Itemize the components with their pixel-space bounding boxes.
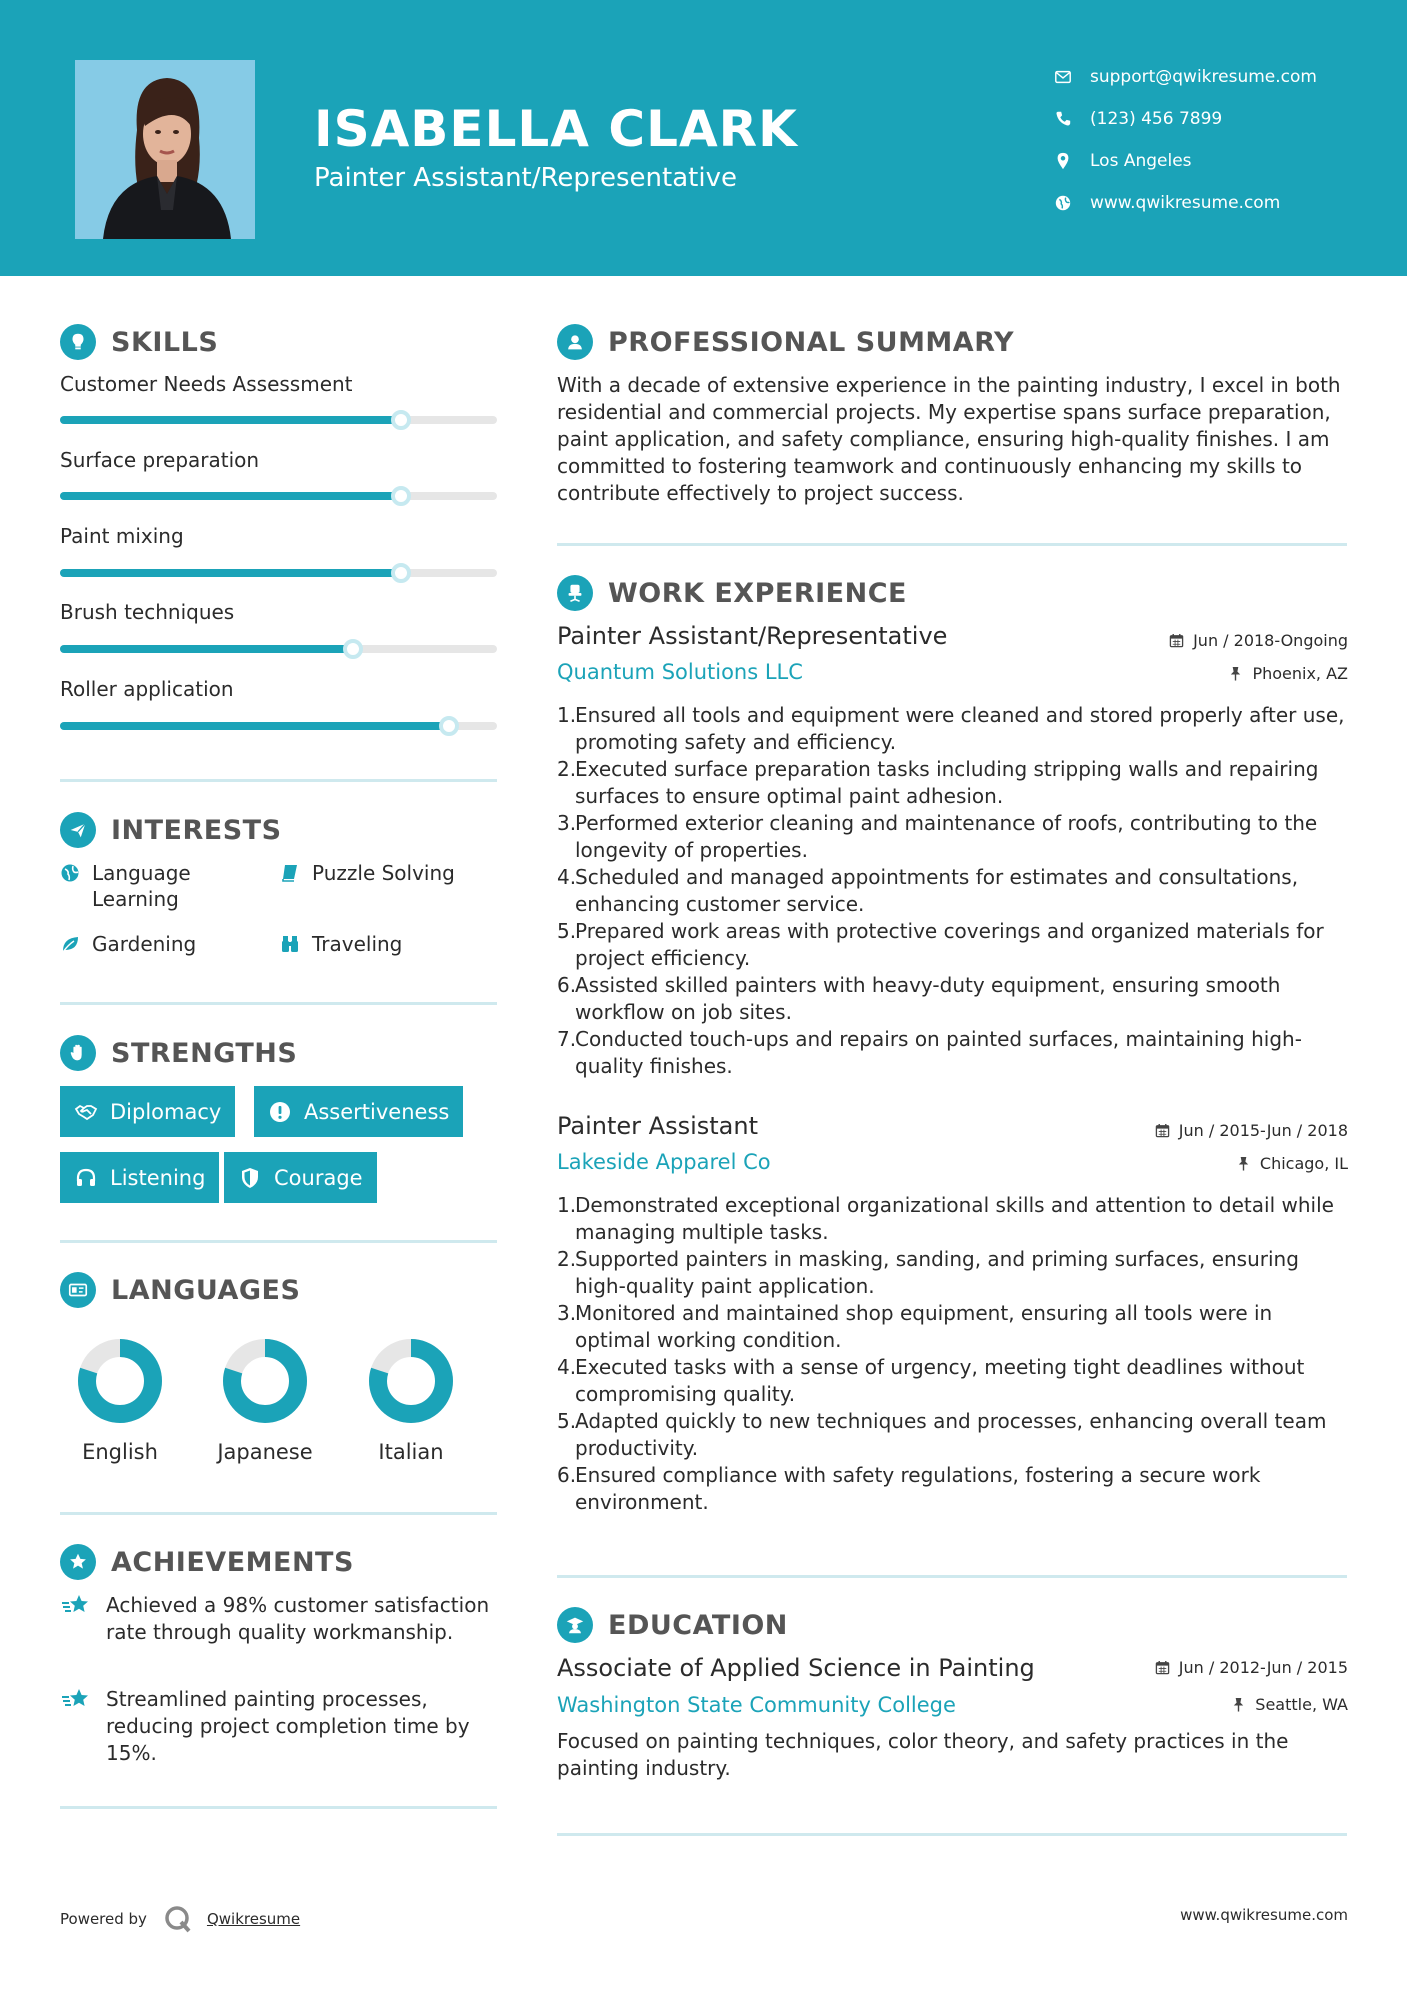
skill-label: Roller application	[60, 677, 234, 701]
shooting-star-icon	[60, 1686, 92, 1714]
interest-item	[60, 860, 280, 912]
list-item: 1. Demonstrated exceptional organizational skills and attention to detail while managing multiple tasks.	[557, 1192, 1347, 1246]
map-marker-icon	[1054, 152, 1072, 170]
globe-icon	[1054, 194, 1072, 212]
education-dates-text: Jun / 2012-Jun / 2015	[1178, 1658, 1348, 1677]
graduate-icon	[557, 1607, 593, 1643]
language-name: Japanese	[217, 1440, 313, 1464]
list-item: 7. Conducted touch-ups and repairs on painted surfaces, maintaining high-quality finishes.	[557, 1026, 1347, 1080]
skills-title: SKILLS	[111, 326, 219, 358]
contact-list	[1054, 56, 1317, 224]
interest-item	[60, 931, 196, 957]
section-divider	[60, 1806, 497, 1809]
list-item-text: Prepared work areas with protective coverings and organized materials for project efficiency.	[575, 919, 1324, 970]
contact-email[interactable]	[1054, 56, 1317, 98]
summary-title: PROFESSIONAL SUMMARY	[608, 326, 1015, 358]
calendar-icon	[1155, 1123, 1170, 1138]
job-title: Painter Assistant	[557, 1112, 758, 1140]
languages-title: LANGUAGES	[111, 1274, 301, 1306]
section-divider	[60, 779, 497, 782]
skill-label: Surface preparation	[60, 448, 260, 472]
hand-icon	[60, 1035, 96, 1071]
list-item: 4. Scheduled and managed appointments for estimates and consultations, enhancing customer service.	[557, 864, 1347, 918]
shield-icon	[238, 1166, 262, 1190]
degree-title: Associate of Applied Science in Painting	[557, 1654, 1035, 1682]
skill-bar-fill	[60, 569, 401, 577]
list-item-text: Scheduled and managed appointments for estimates and consultations, enhancing customer service.	[575, 865, 1299, 916]
education-location-text: Seattle, WA	[1255, 1695, 1348, 1714]
education-header	[557, 1607, 788, 1643]
interest-label: Gardening	[92, 932, 197, 956]
job-dates	[1155, 1121, 1348, 1140]
list-item-text: Conducted touch-ups and repairs on painted surfaces, maintaining high-quality finishes.	[575, 1027, 1302, 1078]
skill-bar-knob	[391, 563, 411, 583]
strength-label: Diplomacy	[110, 1099, 222, 1124]
language-name: English	[82, 1440, 158, 1464]
phone-icon	[1054, 110, 1072, 128]
list-item: 2. Supported painters in masking, sanding, and priming surfaces, ensuring high-quality paint application.	[557, 1246, 1347, 1300]
language-donut	[75, 1336, 165, 1426]
job-location	[1228, 664, 1348, 683]
list-item-text: Ensured compliance with safety regulations, fostering a secure work environment.	[575, 1463, 1261, 1514]
resume-header	[0, 0, 1407, 276]
list-item-text: Demonstrated exceptional organizational skills and attention to detail while managing multiple tasks.	[575, 1193, 1334, 1244]
skill-bar-knob	[391, 486, 411, 506]
section-divider	[60, 1512, 497, 1515]
list-item-text: Performed exterior cleaning and maintenance of roofs, contributing to the longevity of properties.	[575, 811, 1318, 862]
shooting-star-icon	[60, 1592, 92, 1620]
interest-item	[280, 860, 455, 886]
language-item	[60, 1336, 180, 1464]
job-company: Quantum Solutions LLC	[557, 660, 803, 684]
leaf-icon	[60, 934, 80, 954]
achievement-text: Achieved a 98% customer satisfaction rate through quality workmanship.	[106, 1593, 490, 1644]
job-bullets	[557, 702, 1347, 1080]
powered-by-text: Powered by	[60, 1910, 147, 1928]
list-item-text: Executed surface preparation tasks including stripping walls and repairing surfaces to ensure optimal paint adhesion.	[575, 757, 1319, 808]
achievement-text: Streamlined painting processes, reducing project completion time by 15%.	[106, 1687, 470, 1765]
qwikresume-link[interactable]: Qwikresume	[206, 1910, 301, 1928]
strength-tag	[60, 1086, 235, 1137]
strength-tag	[254, 1086, 463, 1137]
headphones-icon	[74, 1166, 98, 1190]
envelope-icon	[1054, 68, 1072, 86]
section-divider	[557, 1575, 1347, 1578]
list-item-text: Assisted skilled painters with heavy-duty equipment, ensuring smooth workflow on job sites.	[575, 973, 1281, 1024]
list-item: 6. Assisted skilled painters with heavy-duty equipment, ensuring smooth workflow on job sites.	[557, 972, 1347, 1026]
skill-bar	[60, 416, 497, 424]
language-donut	[366, 1336, 456, 1426]
education-description: Focused on painting techniques, color theory, and safety practices in the painting industry.	[557, 1729, 1289, 1780]
strength-tag	[224, 1152, 377, 1203]
strength-label: Listening	[110, 1165, 206, 1190]
skill-bar	[60, 645, 497, 653]
contact-phone-text: (123) 456 7899	[1090, 109, 1223, 129]
section-divider	[557, 543, 1347, 546]
job-location-text: Chicago, IL	[1259, 1154, 1348, 1173]
strength-label: Courage	[274, 1165, 363, 1190]
job-company: Lakeside Apparel Co	[557, 1150, 771, 1174]
language-item	[205, 1336, 325, 1464]
exclamation-icon	[268, 1100, 292, 1124]
achievement-item	[60, 1686, 500, 1767]
interests-title: INTERESTS	[111, 814, 282, 846]
footer-powered-by	[60, 1904, 300, 1934]
contact-website-text: www.qwikresume.com	[1090, 193, 1281, 213]
pushpin-icon	[1228, 666, 1243, 681]
strengths-title: STRENGTHS	[111, 1037, 298, 1069]
language-donut	[220, 1336, 310, 1426]
education-title: EDUCATION	[608, 1609, 788, 1641]
contact-location	[1054, 140, 1317, 182]
list-item: 4. Executed tasks with a sense of urgency, meeting tight deadlines without compromising quality.	[557, 1354, 1347, 1408]
contact-website[interactable]	[1054, 182, 1317, 224]
office-chair-icon	[557, 575, 593, 611]
interest-label: Traveling	[312, 932, 403, 956]
list-item: 3. Performed exterior cleaning and maintenance of roofs, contributing to the longevity of properties.	[557, 810, 1347, 864]
globe-icon	[60, 863, 80, 883]
list-item: 1. Ensured all tools and equipment were cleaned and stored properly after use, promoting safety and efficiency.	[557, 702, 1347, 756]
contact-phone[interactable]	[1054, 98, 1317, 140]
binoculars-icon	[280, 934, 300, 954]
pushpin-icon	[1231, 1697, 1246, 1712]
lightbulb-icon	[60, 324, 96, 360]
strengths-header	[60, 1035, 297, 1071]
skill-bar-knob	[391, 410, 411, 430]
paper-plane-icon	[60, 812, 96, 848]
job-title: Painter Assistant/Representative	[557, 622, 948, 650]
skill-bar-knob	[343, 639, 363, 659]
job-location-text: Phoenix, AZ	[1252, 664, 1348, 683]
profile-photo	[75, 60, 255, 239]
education-dates	[1155, 1658, 1348, 1677]
user-icon	[557, 324, 593, 360]
list-item-text: Executed tasks with a sense of urgency, meeting tight deadlines without compromising quality.	[575, 1355, 1305, 1406]
list-item: 6. Ensured compliance with safety regulations, fostering a secure work environment.	[557, 1462, 1347, 1516]
list-item-text: Supported painters in masking, sanding, and priming surfaces, ensuring high-quality paint application.	[575, 1247, 1299, 1298]
interests-header	[60, 812, 282, 848]
strength-tag	[60, 1152, 219, 1203]
qwikresume-logo-icon	[163, 1904, 193, 1934]
achievement-item	[60, 1592, 500, 1646]
pushpin-icon	[1236, 1156, 1251, 1171]
list-item: 5. Prepared work areas with protective coverings and organized materials for project efficiency.	[557, 918, 1347, 972]
languages-header	[60, 1272, 300, 1308]
school-name: Washington State Community College	[557, 1693, 956, 1717]
summary-header	[557, 324, 1014, 360]
skills-header	[60, 324, 218, 360]
list-item: 2. Executed surface preparation tasks including stripping walls and repairing surfaces to ensure optimal paint adhesion.	[557, 756, 1347, 810]
section-divider	[557, 1833, 1347, 1836]
achievements-title: ACHIEVEMENTS	[111, 1546, 354, 1578]
skill-bar-fill	[60, 722, 449, 730]
candidate-role: Painter Assistant/Representative	[314, 163, 737, 193]
job-dates-text: Jun / 2018-Ongoing	[1193, 631, 1348, 650]
job-location	[1236, 1154, 1348, 1173]
strength-label: Assertiveness	[304, 1099, 450, 1124]
book-icon	[280, 863, 300, 883]
calendar-icon	[1169, 633, 1184, 648]
list-item: 5. Adapted quickly to new techniques and processes, enhancing overall team productivity.	[557, 1408, 1347, 1462]
handshake-icon	[74, 1100, 98, 1124]
language-card-icon	[60, 1272, 96, 1308]
language-name: Italian	[378, 1440, 444, 1464]
skill-bar-fill	[60, 416, 401, 424]
skill-bar	[60, 492, 497, 500]
section-divider	[60, 1240, 497, 1243]
calendar-icon	[1155, 1660, 1170, 1675]
skill-bar-fill	[60, 492, 401, 500]
job-bullets	[557, 1192, 1347, 1516]
section-divider	[60, 1002, 497, 1005]
candidate-name: ISABELLA CLARK	[314, 100, 798, 158]
contact-location-text: Los Angeles	[1090, 151, 1192, 171]
skill-bar	[60, 722, 497, 730]
interest-label: Language Learning	[92, 861, 191, 911]
skill-label: Brush techniques	[60, 600, 235, 624]
list-item-text: Monitored and maintained shop equipment, ensuring all tools were in optimal working condition.	[575, 1301, 1273, 1352]
experience-title: WORK EXPERIENCE	[608, 577, 907, 609]
education-location	[1231, 1695, 1348, 1714]
interest-item	[280, 931, 402, 957]
experience-header	[557, 575, 907, 611]
skill-label: Paint mixing	[60, 524, 184, 548]
skill-label: Customer Needs Assessment	[60, 372, 353, 396]
language-item	[351, 1336, 471, 1464]
skill-bar	[60, 569, 497, 577]
list-item: 3. Monitored and maintained shop equipment, ensuring all tools were in optimal working condition.	[557, 1300, 1347, 1354]
job-dates	[1169, 631, 1348, 650]
list-item-text: Ensured all tools and equipment were cleaned and stored properly after use, promoting safety and efficiency.	[575, 703, 1345, 754]
interest-label: Puzzle Solving	[312, 861, 455, 885]
footer-url[interactable]: www.qwikresume.com	[1180, 1906, 1348, 1924]
skill-bar-knob	[439, 716, 459, 736]
summary-text: With a decade of extensive experience in the painting industry, I excel in both residential and commercial projects. My expertise spans surface preparation, paint application, and safety compliance, ensuring high-quality finishes. I am committed to fostering teamwork and continuously enhancing my skills to contribute effectively to project success.	[557, 373, 1341, 505]
contact-email-text: support@qwikresume.com	[1090, 67, 1317, 87]
star-badge-icon	[60, 1544, 96, 1580]
job-dates-text: Jun / 2015-Jun / 2018	[1178, 1121, 1348, 1140]
achievements-header	[60, 1544, 354, 1580]
list-item-text: Adapted quickly to new techniques and processes, enhancing overall team productivity.	[575, 1409, 1327, 1460]
skill-bar-fill	[60, 645, 353, 653]
